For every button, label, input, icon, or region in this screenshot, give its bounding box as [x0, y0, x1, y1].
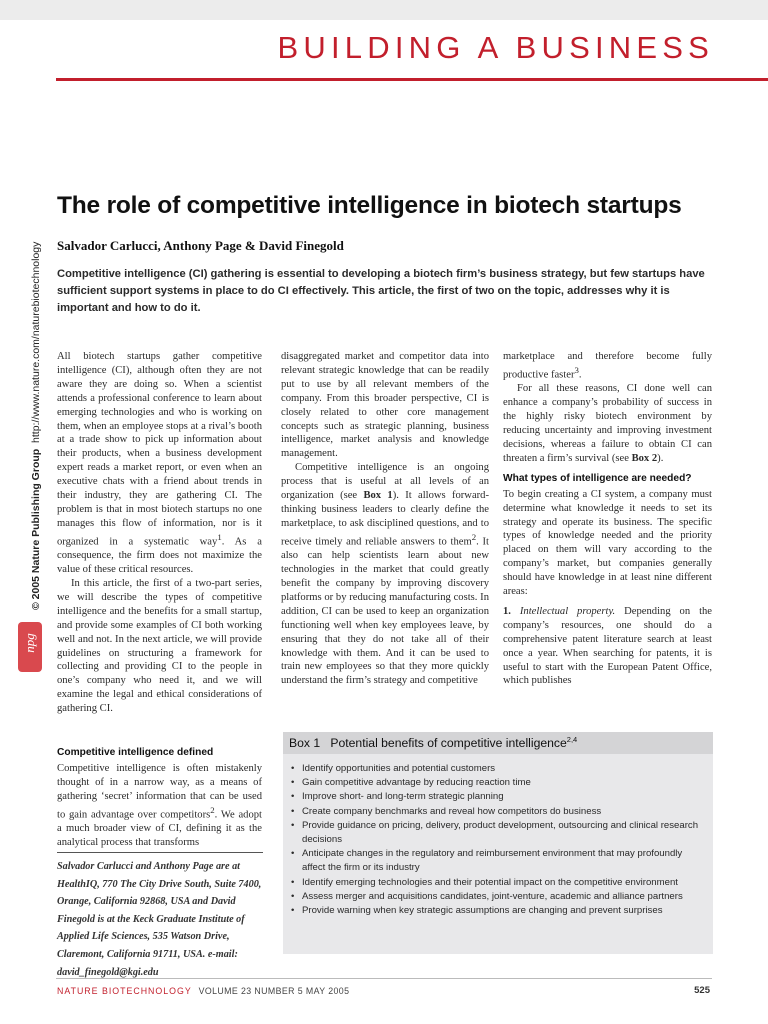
list-item: • Improve short- and long-term strategic planning	[291, 790, 705, 804]
list-item: • Anticipate changes in the regulatory and reimbursement environment that may profoundly affect the firm or its industry	[291, 847, 705, 875]
page-number: 525	[694, 985, 710, 996]
npg-logo	[18, 622, 42, 672]
box1-reference[interactable]: Box 1	[363, 490, 393, 502]
section-heading-ci-defined: Competitive intelligence defined	[57, 747, 214, 758]
column-1-continued	[57, 740, 262, 850]
sidebar-copyright	[24, 200, 48, 620]
journal-url[interactable]: http://www.nature.com/naturebiotechnology	[30, 241, 42, 443]
article-authors: Salvador Carlucci, Anthony Page & David Finegold	[57, 238, 344, 253]
header-rule	[56, 78, 768, 81]
list-item: • Assess merger and acquisitions candidates, joint-venture, academic and alliance partners	[291, 890, 705, 904]
list-item: • Gain competitive advantage by reducing reaction time	[291, 776, 705, 790]
col3-paragraph-2: For all these reasons, CI done well can enhance a company’s probability of success in the highly risky biotech environment by reducing uncertainty and improving investment decisions, whereas a failure to obtain CI can threaten a firm’s survival (see Box 2).	[503, 383, 712, 464]
author-affiliations: Salvador Carlucci and Anthony Page are at HealthIQ, 770 The City Drive South, Suite 7400, Orange, California 92868, USA and David Finegold is at the Keck Graduate Institute of Applied Life Sciences, 535 Watson Drive, Claremont, California 91711, USA. e-mail: david_finegold@kgi.edu	[57, 861, 262, 978]
top-band	[0, 0, 768, 20]
box1-benefits-list	[291, 762, 705, 918]
footnote-rule	[57, 852, 263, 853]
column-2	[281, 350, 489, 688]
list-item: • Provide warning when key strategic assumptions are changing and prevent surprises	[291, 904, 705, 918]
col2-paragraph-1: disaggregated market and competitor data into relevant strategic knowledge that can be readily put to use by all relevant members of the company. From this broader perspective, CI is closely related to other core management concepts such as strategic planning, business intelligence, market analysis and knowledge management.	[281, 351, 489, 460]
journal-name: NATURE BIOTECHNOLOGY	[57, 986, 192, 996]
article-standfirst: Competitive intelligence (CI) gathering is essential to developing a biotech firm’s business strategy, but few startups have sufficient support systems in place to do CI effectively. This article, the first of two on the topic, addresses why it is important and how to do it.	[57, 268, 705, 314]
list-item: • Create company benchmarks and reveal how competitors do business	[291, 805, 705, 819]
list-item: • Identify emerging technologies and their potential impact on the competitive environment	[291, 876, 705, 890]
column-3	[503, 350, 712, 688]
box-1	[283, 732, 713, 954]
column-1	[57, 350, 262, 716]
col3-paragraph-3: To begin creating a CI system, a company must determine what knowledge it needs to set its strategy and operate its business. The specific types of knowledge needed and the priority placed on them will vary according to the company’s market, but companies generally should have knowledge in at least nine different areas:	[503, 488, 712, 598]
list-item-intellectual-property: 1. Intellectual property. Depending on the company’s resources, one should do a comprehensive patent literature search at least once a year. When searching for patents, it is useful to start with the European Patent Office, which publishes	[503, 605, 713, 687]
section-heading-intelligence-types: What types of intelligence are needed?	[503, 472, 692, 484]
footer-rule	[56, 978, 712, 979]
box2-reference[interactable]: Box 2	[631, 452, 658, 464]
copyright-text: © 2005 Nature Publishing Group	[30, 448, 42, 610]
col3-paragraph-1: marketplace and therefore become fully productive faster$^3$.	[503, 351, 712, 381]
box1-title: Potential benefits of competitive intelligence	[330, 736, 567, 751]
list-item: • Identify opportunities and potential customers	[291, 762, 705, 776]
issue-info: VOLUME 23 NUMBER 5 MAY 2005	[198, 986, 350, 996]
article-title: The role of competitive intelligence in biotech startups	[57, 192, 682, 219]
box1-header: Box 1 Potential benefits of competitive intelligence$^{2,4}$	[283, 732, 713, 754]
list-item: • Provide guidance on pricing, delivery, product development, outsourcing and clinical research decisions	[291, 819, 705, 847]
section-title: BUILDING A BUSINESS	[277, 30, 714, 65]
npg-logo-text: npg	[22, 633, 37, 653]
col1-paragraph-2: In this article, the first of a two-part series, we will describe the types of competitive intelligence and the benefits for a small startup, and provide some examples of CI both working well and not. In the next article, we will provide guidelines on structuring a framework for collecting and providing CI to the people in one’s company who need it, and we will examine the legal and ethical considerations of gathering CI.	[57, 578, 262, 715]
col1-paragraph-1: All biotech startups gather competitive intelligence (CI), although often they are not aware they are doing so. When a scientist attends a professional conference to learn about emerging technologies and who is working on them, when an employee stops at a rival’s booth at a trade show to pick up information about their products, when a business development expert reads a market report, or even when an executive chats with a friend about trends in their industry, they are gathering CI. The problem is that in most biotech startups no one manages this flow of information, nor is it organized in a systematic way$^1$. As a consequence, the firm does not maximize the value of these critical resources.	[57, 351, 262, 576]
journal-footer	[57, 986, 349, 996]
col2-paragraph-2: Competitive intelligence is an ongoing process that is useful at all levels of an organization (see Box 1). It allows forward-thinking business leaders to clearly define the marketplace, to ask disciplined questions, and to receive timely and reliable answers to them$^2$. It also can help scientists learn about new technologies in the market that could greatly benefit the company by improving discovery platforms or by reducing manufacturing costs. In addition, CI can be used to keep an organization functioning well when key employees leave, by ensuring that they do not take all of their knowledge with them. And it can be used to train new employees so that they more quickly understand the firm’s strategy and competitive	[281, 462, 490, 687]
col1-paragraph-3: Competitive intelligence is often mistakenly thought of in a narrow way, as a means of gathering ‘secret’ information that can be used to gain advantage over competitors$^2$. We adopt a much broader view of CI, defining it as the analytical process that transforms	[57, 762, 262, 848]
box1-label: Box 1	[289, 736, 321, 751]
